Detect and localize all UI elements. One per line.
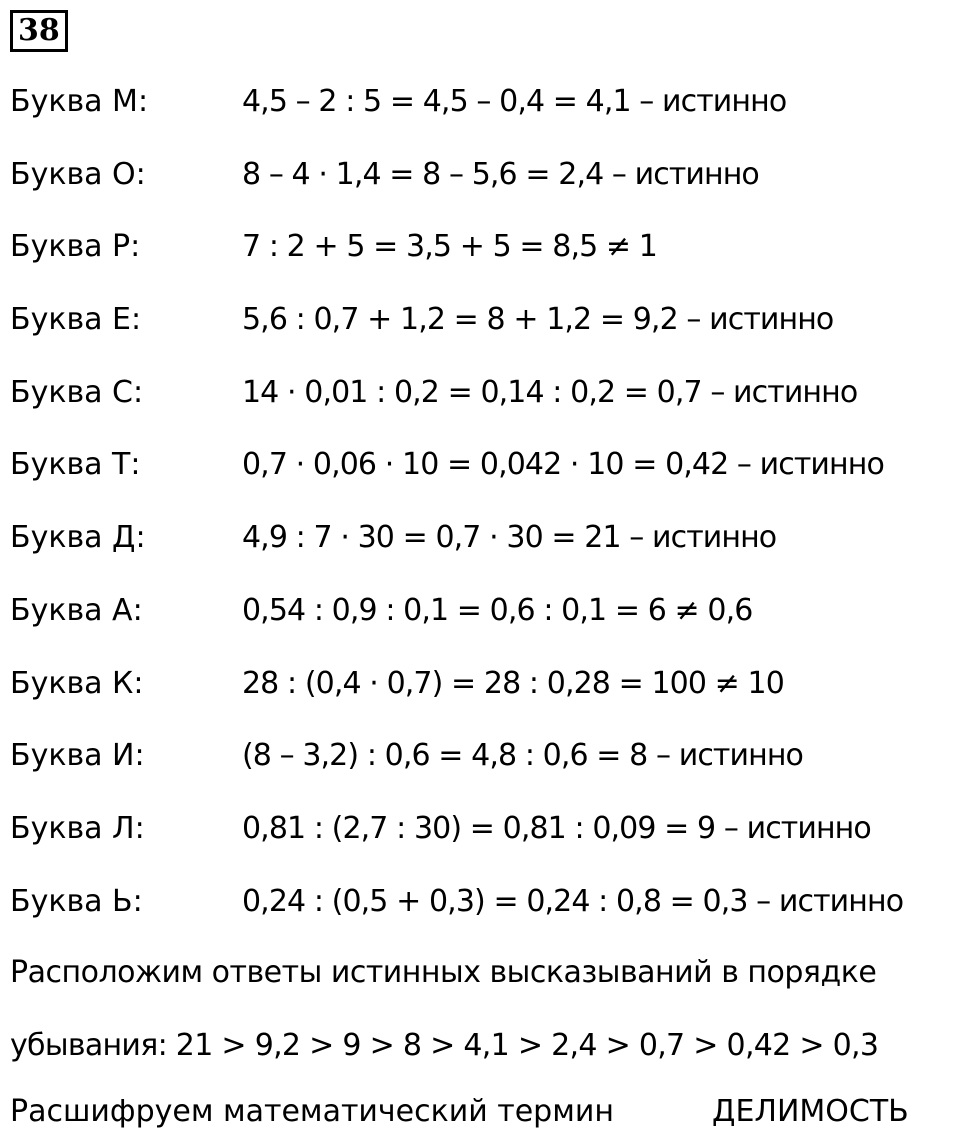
conclusion-line-1: Расположим ответы истинных высказываний в порядке: [10, 955, 877, 990]
solution-row-soft-sign: [10, 866, 955, 939]
row-label: Буква А:: [10, 592, 143, 628]
solution-row-t: [10, 429, 955, 502]
row-expression: 0,54 : 0,9 : 0,1 = 0,6 : 0,1 = 6 ≠ 0,6: [242, 592, 753, 628]
row-expression: 7 : 2 + 5 = 3,5 + 5 = 8,5 ≠ 1: [242, 229, 657, 265]
row-label: Буква Р:: [10, 229, 141, 265]
row-label: Буква И:: [10, 738, 145, 774]
row-expression: 28 : (0,4 · 0,7) = 28 : 0,28 = 100 ≠ 10: [242, 665, 784, 701]
row-expression: 4,5 – 2 : 5 = 4,5 – 0,4 = 4,1 – истинно: [242, 84, 787, 119]
row-label: Буква О:: [10, 156, 146, 192]
solution-row-k: [10, 648, 955, 721]
row-label: Буква Д:: [10, 520, 146, 556]
solution-row-d: [10, 502, 955, 575]
row-expression: 14 · 0,01 : 0,2 = 0,14 : 0,2 = 0,7 – истинно: [242, 374, 858, 410]
row-expression: 0,24 : (0,5 + 0,3) = 0,24 : 0,8 = 0,3 – истинно: [242, 883, 904, 919]
row-expression: 5,6 : 0,7 + 1,2 = 8 + 1,2 = 9,2 – истинно: [242, 302, 834, 338]
row-label: Буква Т:: [10, 447, 141, 483]
solution-row-a: [10, 575, 955, 648]
row-expression: (8 – 3,2) : 0,6 = 4,8 : 0,6 = 8 – истинно: [242, 738, 803, 774]
row-expression: 8 – 4 · 1,4 = 8 – 5,6 = 2,4 – истинно: [242, 156, 759, 192]
row-label: Буква М:: [10, 84, 149, 119]
answer-term: ДЕЛИМОСТЬ: [712, 1094, 909, 1129]
solution-row-i: [10, 720, 955, 793]
row-expression: 4,9 : 7 · 30 = 0,7 · 30 = 21 – истинно: [242, 520, 777, 556]
row-label: Буква Ь:: [10, 883, 143, 919]
row-label: Буква С:: [10, 374, 144, 410]
row-label: Буква К:: [10, 665, 144, 701]
solution-row-e: [10, 284, 955, 357]
solution-row-l: [10, 793, 955, 866]
solution-row-o: [10, 139, 955, 212]
solution-row-s: [10, 357, 955, 430]
row-expression: 0,81 : (2,7 : 30) = 0,81 : 0,09 = 9 – истинно: [242, 810, 871, 846]
task-number: 38: [10, 10, 68, 52]
conclusion-line-2: убывания: 21 > 9,2 > 9 > 8 > 4,1 > 2,4 > 0,7 > 0,42 > 0,3: [10, 1028, 879, 1063]
row-label: Буква Е:: [10, 302, 142, 338]
solution-row-r: [10, 211, 955, 284]
conclusion-line-3: Расшифруем математический термин: [10, 1094, 614, 1129]
row-expression: 0,7 · 0,06 · 10 = 0,042 · 10 = 0,42 – истинно: [242, 447, 884, 483]
row-label: Буква Л:: [10, 810, 145, 846]
solution-rows: [10, 66, 955, 938]
solution-row-m: [10, 66, 955, 139]
